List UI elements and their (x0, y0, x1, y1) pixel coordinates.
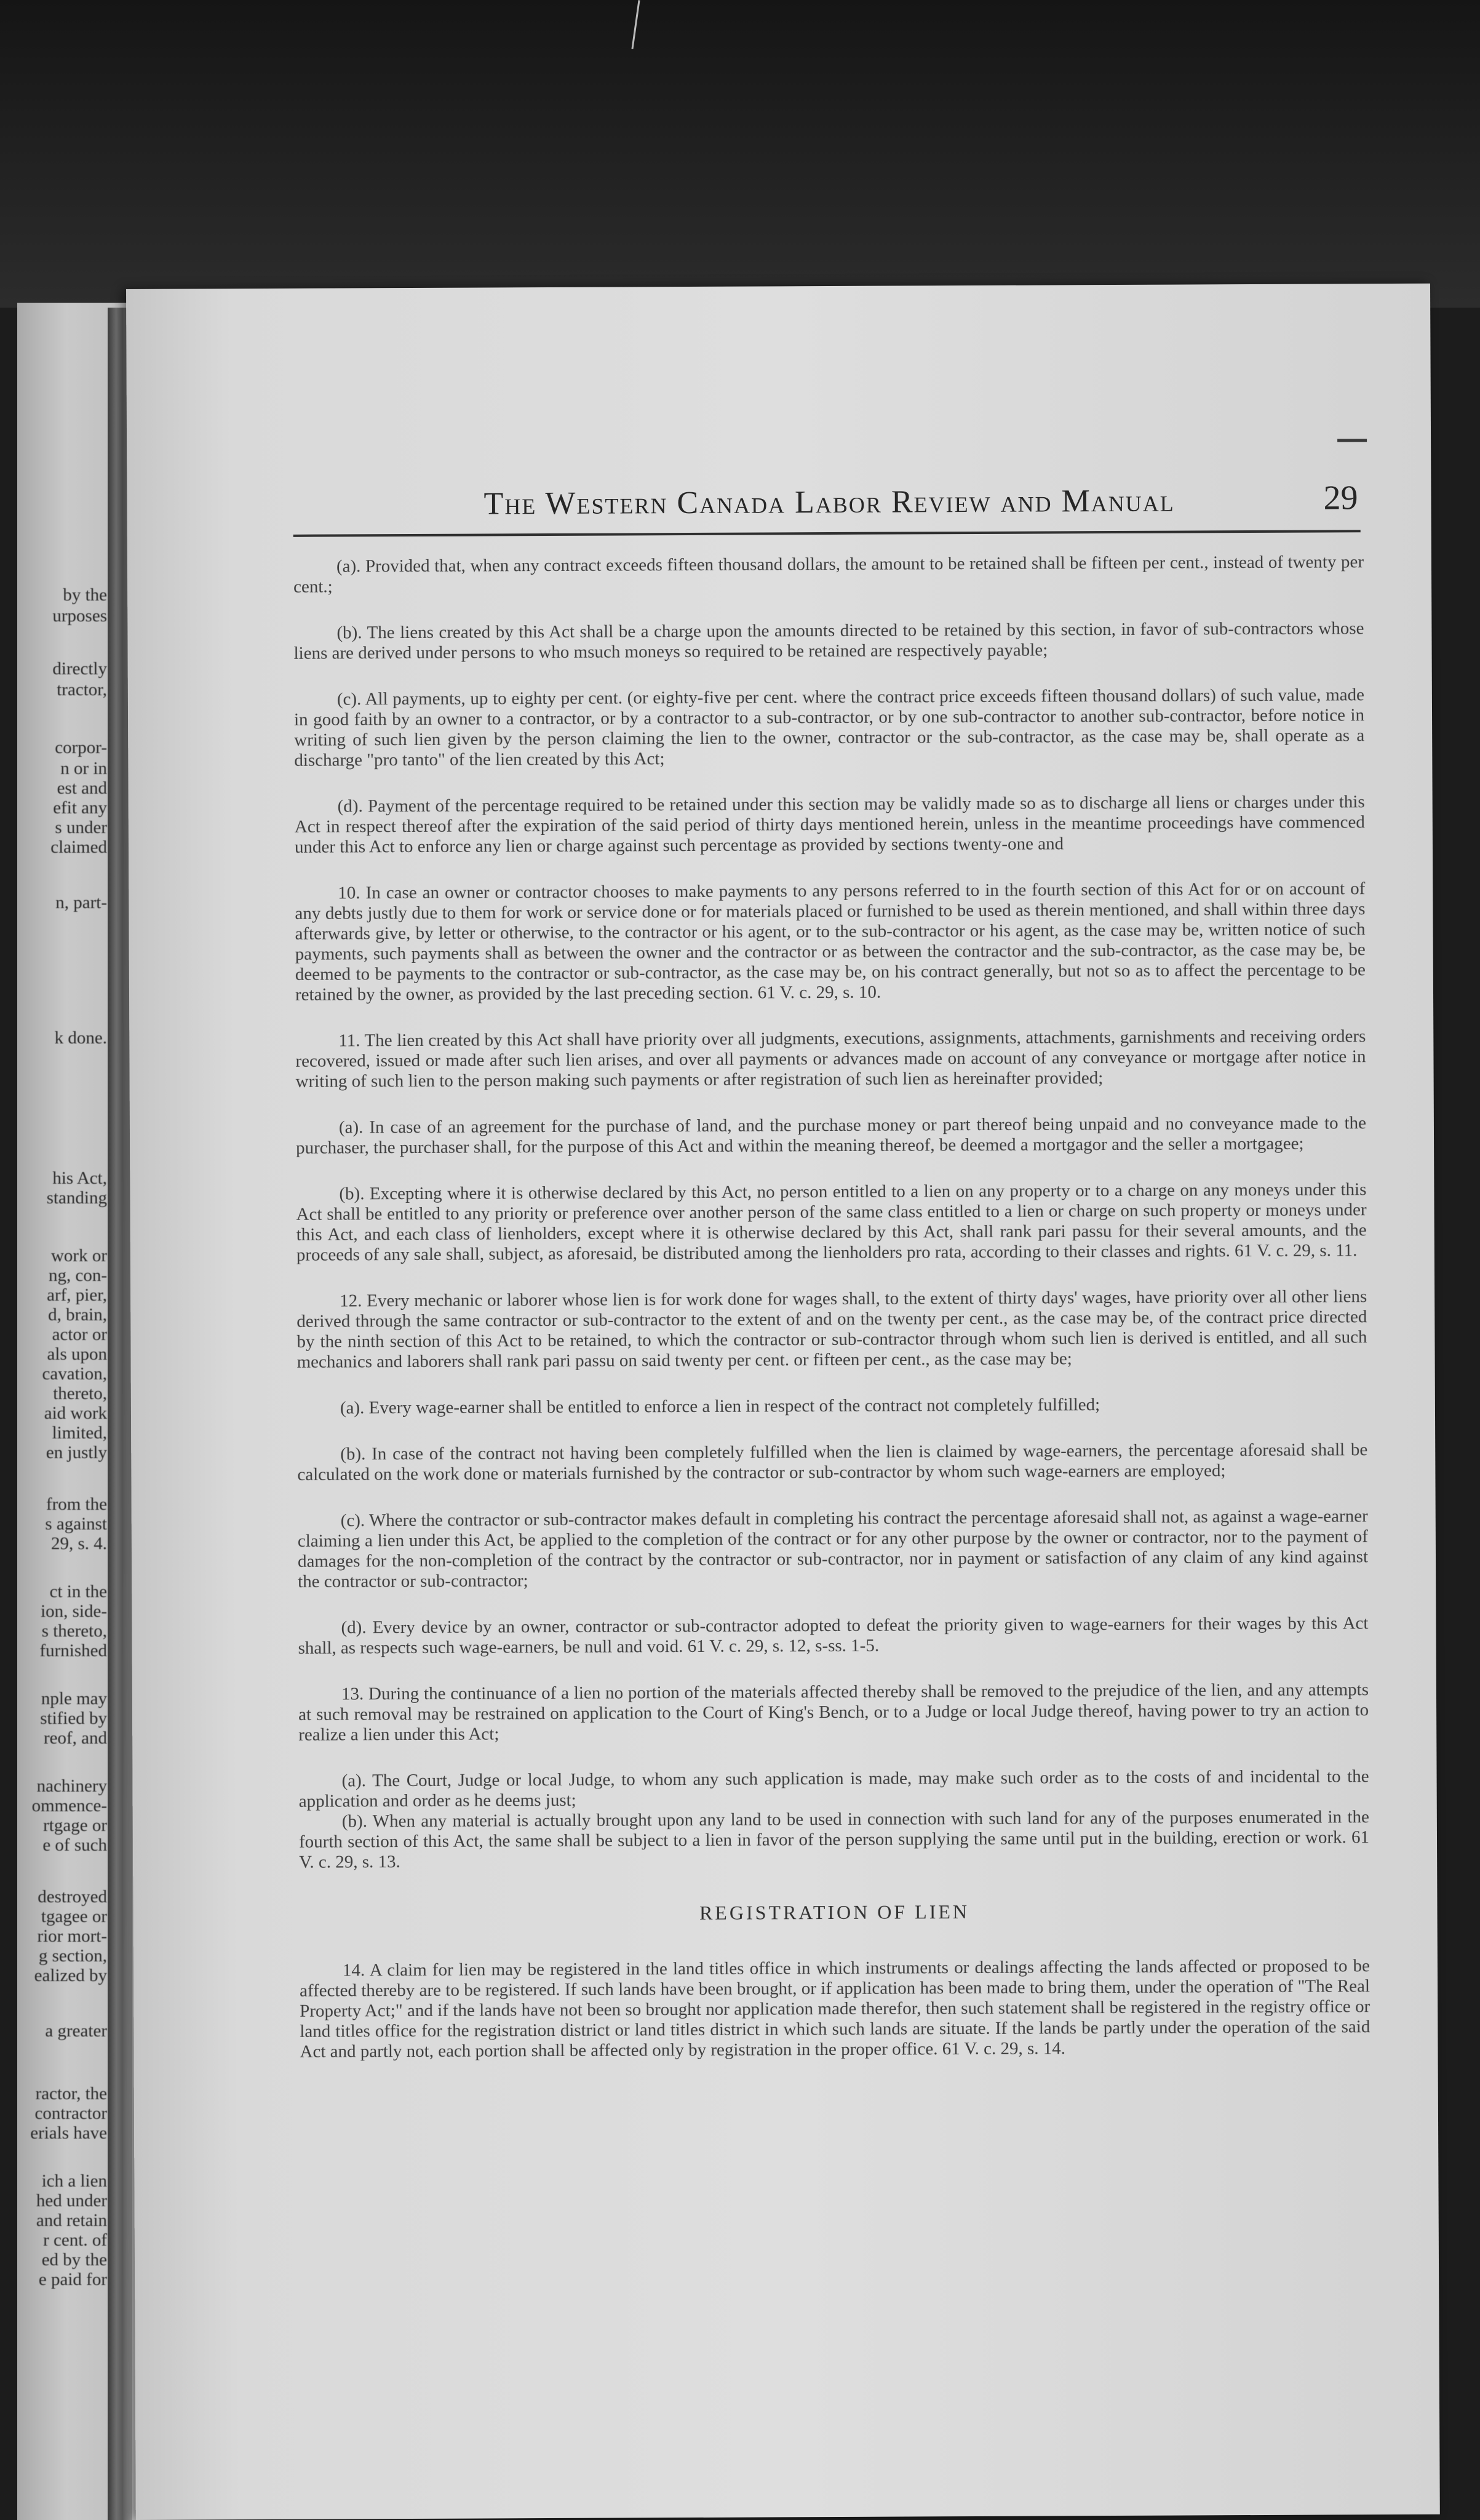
left-page-fragment: rior mort- (37, 1926, 107, 1946)
left-page-fragment: destroyed (38, 1887, 107, 1907)
left-page-fragment: als upon (47, 1344, 107, 1364)
paragraph-11: 11. The lien created by this Act shall have priority over all judgments, executions, assignments, attachments, garnishments and receiving orders recovered, issued or made after such lien arises, and over all payments or advances made on account of any conveyance or mortgage after notice in writing of such lien to the person making such payments or after registration of such lien as hereinafter provided; (295, 1026, 1366, 1091)
left-page-fragment: urposes (52, 606, 107, 626)
left-page-fragment: claimed (50, 837, 107, 857)
paragraph-11b: (b). Excepting where it is otherwise declared by this Act, no person entitled to a lien on any property or to a charge on any moneys under this Act shall be entitled to any priority or preference over another person of the same class entitled to a lien or charge on such property or moneys under this Act, and each class of lienholders, except where it is otherwise declared by this Act, shall rank pari passu for their several amounts, and the proceeds of any sale shall, subject, as aforesaid, be distributed among the lienholders pro rata, according to their classes and rights. 61 V. c. 29, s. 11. (296, 1179, 1367, 1265)
left-page-fragment: tgagee or (41, 1907, 107, 1926)
left-page-fragment: tractor, (57, 680, 107, 700)
paragraph-12d: (d). Every device by an owner, contractor or sub-contractor adopted to defeat the priority given to wage-earners for their wages by this Act shall, as respects such wage-earners, be null and void. 61 V. c. 29, s. 12, s-ss. 1-5. (298, 1613, 1369, 1658)
page-29 (126, 284, 1440, 2520)
left-page-fragment: efit any (53, 798, 107, 818)
paragraph-10: 10. In case an owner or contractor chooses to make payments to any persons referred to in the fourth section of this Act for or on account of any debts justly due to them for work or service done or for materials placed or furnished to be used as therein mentioned, and shall within three days afterwards give, by letter or otherwise, to the contractor or his agent, or to the sub-contractor or his agent, as the case may be, written notice of such payments, such payments shall as between the owner and the contractor or as between the contractor and the sub-contractor, as the case may be, be deemed to be payments to the contractor or sub-contractor, as the case may be, on his contract generally, but not so as to affect the percentage to be retained by the owner, as provided by the last preceding section. 61 V. c. 29, s. 10. (295, 879, 1366, 1005)
left-page-fragment: n, part- (55, 893, 107, 912)
header-rule (293, 530, 1361, 537)
header-mark (1337, 439, 1367, 442)
left-page-fragment: erials have (30, 2123, 107, 2143)
left-page-fragment: ion, side- (41, 1601, 107, 1621)
left-page-fragment: 29, s. 4. (50, 1534, 107, 1553)
left-page-fragment: a greater (45, 2021, 107, 2041)
left-page-fragment: e paid for (38, 2270, 107, 2289)
left-page-fragment: e of such (42, 1835, 107, 1855)
left-page-fragment: ommence- (31, 1796, 107, 1816)
left-page-fragment: ractor, the (35, 2084, 107, 2103)
left-page-fragment: stified by (40, 1709, 107, 1728)
left-page-fragment: n or in (60, 759, 107, 778)
left-page-fragment: s under (55, 818, 107, 837)
paragraph-9b: (b). The liens created by this Act shall be a charge upon the amounts directed to be retained by this section, in favor of sub-contractors whose liens are derived under persons to who msuch moneys so required to be retained are respectively payable; (293, 618, 1364, 663)
left-page-fragment: reof, and (43, 1728, 107, 1748)
left-page-fragment: ed by the (41, 2250, 107, 2270)
left-page-fragment: work or (50, 1246, 107, 1266)
left-page-fragment: thereto, (53, 1384, 107, 1403)
left-page-fragment: aid work (44, 1403, 107, 1423)
left-page-fragment: d, brain, (48, 1305, 107, 1325)
left-page-fragment: rtgage or (43, 1816, 107, 1835)
paragraph-9a: (a). Provided that, when any contract exceeds fifteen thousand dollars, the amount to be retained shall be fifteen per cent., instead of twenty per cent.; (293, 552, 1364, 597)
left-page-fragment: ealized by (34, 1966, 107, 1985)
left-page-fragment: ich a lien (41, 2171, 107, 2191)
left-page-fragment: nachinery (36, 1776, 107, 1796)
left-page-fragment: r cent. of (43, 2230, 107, 2250)
left-page-fragment: en justly (46, 1443, 107, 1462)
left-page-fragment: s against (45, 1514, 107, 1534)
paragraph-12b: (b). In case of the contract not having been completely fulfilled when the lien is claimed by wage-earners, the percentage aforesaid shall be calculated on the work done or materials furnished by the contractor or sub-contractor by whom such wage-earners are employed; (297, 1440, 1368, 1485)
left-page-fragment: limited, (52, 1423, 107, 1443)
paragraph-12a: (a). Every wage-earner shall be entitled to enforce a lien in respect of the contract not completely fulfilled; (340, 1395, 1100, 1418)
left-page-fragment: directly (52, 659, 107, 679)
paragraph-9c: (c). All payments, up to eighty per cent. (or eighty-five per cent. where the contract price exceeds fifteen thousand dollars) of such value, made in good faith by an owner to a contractor, or by a contractor to a sub-contractor, or by one sub-contractor to another sub-contractor, before notice in writing of such lien given by the person claiming the lien to the owner, contractor or the sub-contractor, as the case may be, shall operate as a discharge "pro tanto" of the lien created by this Act; (293, 685, 1365, 770)
paragraph-13b: (b). When any material is actually brought upon any land to be used in connection with such land for any of the purposes enumerated in the fourth section of this Act, the same shall be subject to a lien in favor of the person supplying the same until put in the building, erection or work. 61 V. c. 29, s. 13. (298, 1807, 1370, 1872)
paragraph-12: 12. Every mechanic or laborer whose lien is for work done for wages shall, to the extent of thirty days' wages, have priority over all other liens derived through the same contractor or sub-contractor to the extent of and on the twenty per cent., as the case may be, of the contract price directed by the ninth section of this Act to be retained, to which the contractor or sub-contractor through whom such lien is derived is entitled, and all such mechanics and laborers shall rank pari passu on said twenty per cent. or fifteen per cent., as the case may be; (296, 1286, 1367, 1372)
left-page-fragment: standing (46, 1188, 107, 1208)
left-page-fragment: contractor (34, 2103, 107, 2123)
left-page-fragment: ct in the (49, 1582, 107, 1601)
left-page-fragment: cavation, (42, 1364, 107, 1384)
paragraph-11a: (a). In case of an agreement for the purchase of land, and the purchase money or part thereof being unpaid and no conveyance made to the purchaser, the purchaser shall, for the purpose of this Act and within the meaning thereof, be deemed a mortgagor and the seller a mortgagee; (296, 1113, 1367, 1158)
left-page-fragment: his Act, (52, 1168, 107, 1188)
paragraph-12c: (c). Where the contractor or sub-contractor makes default in completing his contract the percentage aforesaid shall not, as against a wage-earner claiming a lien under this Act, be applied to the completion of the contract or for any other purpose by the owner or contractor, nor to the payment of damages for the non-completion of the contract by the contractor or sub-contractor, nor in payment or satisfaction of any claim of any kind against the contractor or sub-contractor; (297, 1506, 1369, 1592)
dark-background (0, 0, 1480, 308)
left-page-fragment: nple may (41, 1689, 107, 1709)
left-page-fragment: arf, pier, (47, 1285, 107, 1305)
paragraph-14: 14. A claim for lien may be registered in the land titles office in which instruments or dealings affecting the lands affected or proposed to be affected thereby are to be registered. If such lands have been brought, or if application has been made to bring them, under the operation of "The Real Property Act;" and if the lands have not been so brought nor application made therefor, then such statement shall be registered in the registry office or land titles office for the registration district or land titles district in which such lands are situate. If the lands be partly under the operation of the said Act and partly not, each portion shall be affected only by registration in the proper office. 61 V. c. 29, s. 14. (300, 1956, 1371, 2062)
left-page-fragment: by the (63, 585, 107, 605)
paragraph-9d: (d). Payment of the percentage required to be retained under this section may be validly made so as to discharge all liens or charges under this Act in respect thereof after the expiration of the said period of thirty days mentioned herein, unless in the meantime proceedings have commenced under this Act to enforce any lien or charge against such percentage as provided by sections twenty-one and (294, 792, 1365, 857)
page-number: 29 (1323, 479, 1358, 517)
section-heading: REGISTRATION OF LIEN (699, 1900, 970, 1924)
left-page-fragment: k done. (54, 1028, 107, 1048)
paragraph-13a: (a). The Court, Judge or local Judge, to whom any such application is made, may make such order as to the costs of and incidental to the application and order as he deems just; (298, 1766, 1369, 1811)
left-page-fragment: g section, (38, 1946, 107, 1966)
left-page-fragment: actor or (52, 1325, 107, 1344)
left-page-fragment: from the (46, 1494, 107, 1514)
left-page-fragment: est and (57, 778, 107, 798)
paragraph-13: 13. During the continuance of a lien no portion of the materials affected thereby shall be removed to the prejudice of the lien, and any attempts at such removal may be restrained on application to the Court of King's Bench, or to a Judge or local Judge thereof, having power to try an action to realize a lien under this Act; (298, 1680, 1369, 1745)
left-page-fragment: hed under (36, 2191, 107, 2211)
body-text (293, 552, 1371, 2088)
left-page-fragment: ng, con- (48, 1266, 107, 1285)
running-header (293, 479, 1400, 530)
left-page-fragment: and retain (36, 2211, 107, 2230)
running-title: The Western Canada Labor Review and Manual (483, 483, 1175, 522)
left-page-fragment: corpor- (55, 738, 107, 757)
left-page-fragment: s thereto, (41, 1621, 107, 1641)
left-page-fragment: furnished (39, 1641, 107, 1661)
